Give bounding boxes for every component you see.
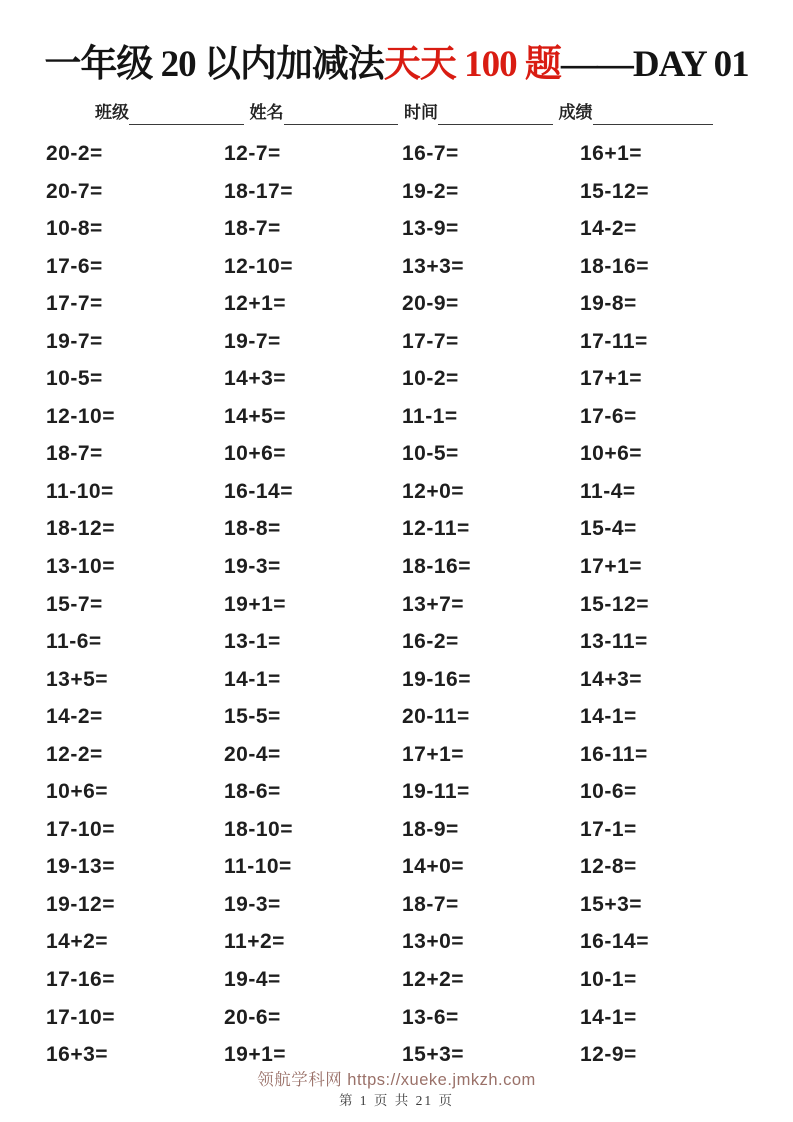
problem-cell: 19-8= [580,292,637,316]
time-field [404,101,559,125]
problem-cell: 20-11= [402,705,470,729]
problem-cell: 10-5= [46,367,103,391]
problem-cell: 17-7= [402,329,459,353]
problem-cell: 15-4= [580,517,637,541]
problem-cell: 11+2= [224,930,285,954]
problem-cell: 17+1= [580,367,643,391]
problem-cell: 19-4= [224,968,281,992]
problem-cell: 13+3= [402,254,465,278]
problem-cell: 12-2= [46,742,103,766]
problem-cell: 17-1= [580,817,637,841]
problem-cell: 17-10= [46,1005,115,1029]
problem-cell: 20-6= [224,1005,281,1029]
problem-cell: 11-6= [46,630,102,654]
problem-cell: 12-7= [224,142,281,165]
problem-cell: 17-16= [46,968,115,992]
problem-cell: 20-7= [46,179,103,203]
problem-cell: 16+1= [580,142,643,165]
problem-cell: 18-6= [224,780,281,804]
problem-cell: 15-12= [580,179,649,203]
problem-cell: 10-5= [402,442,459,466]
problem-cell: 16-7= [402,142,459,165]
problem-cell: 15-7= [46,592,103,616]
problem-cell: 18-7= [224,217,281,241]
problem-cell: 14-1= [224,667,281,691]
score-blank-line [593,101,714,125]
problem-cell: 18-7= [402,892,459,916]
problem-cell: 10+6= [224,442,287,466]
problem-cell: 14-2= [46,705,103,729]
name-label: 姓名 [249,103,284,122]
problem-cell: 10-6= [580,780,637,804]
problem-cell: 18-16= [402,555,471,579]
problem-cell: 14-2= [580,217,637,241]
page-number: 第 1 页 共 21 页 [338,1093,455,1108]
problem-cell: 17-6= [580,404,637,428]
problem-cell: 15+3= [402,1043,465,1067]
problem-cell: 17+1= [402,742,465,766]
name-blank-line [284,101,399,125]
problem-cell: 10-2= [402,367,459,391]
problem-cell: 13-11= [580,630,648,654]
problem-cell: 17-7= [46,292,103,316]
problems-grid [46,142,758,1081]
problem-cell: 11-1= [402,404,458,428]
problem-cell: 14-1= [580,1005,637,1029]
problem-cell: 18-12= [46,517,115,541]
title-right: ——DAY 01 [560,44,749,85]
class-blank-line [129,101,244,125]
problem-cell: 16-2= [402,630,459,654]
problem-cell: 14+2= [46,930,109,954]
problem-cell: 13-9= [402,217,459,241]
problem-cell: 14+5= [224,404,287,428]
problem-cell: 16-11= [580,742,648,766]
score-label: 成绩 [558,103,593,122]
problem-cell: 14+3= [224,367,287,391]
problem-cell: 11-4= [580,479,636,503]
problem-cell: 12-11= [402,517,470,541]
problem-cell: 19-13= [46,855,115,879]
problem-cell: 13+0= [402,930,465,954]
problem-cell: 12-10= [224,254,293,278]
problem-cell: 18-17= [224,179,293,203]
time-blank-line [438,101,553,125]
problem-cell: 20-2= [46,142,103,165]
problem-cell: 19-7= [224,329,281,353]
problem-cell: 10-8= [46,217,103,241]
problem-cell: 20-4= [224,742,281,766]
problem-cell: 13+5= [46,667,109,691]
class-label: 班级 [95,103,129,122]
problem-cell: 15+3= [580,892,643,916]
problem-cell: 12-10= [46,404,115,428]
problem-cell: 14+0= [402,855,465,879]
problem-cell: 18-8= [224,517,281,541]
problem-cell: 16-14= [580,930,649,954]
problem-cell: 12-8= [580,855,637,879]
problem-cell: 14-1= [580,705,637,729]
problem-cell: 14+3= [580,667,643,691]
problem-cell: 12+0= [402,479,465,503]
name-field [250,101,405,125]
problem-cell: 13-1= [224,630,281,654]
problem-cell: 10+6= [46,780,109,804]
problem-cell: 16-14= [224,479,293,503]
problem-cell: 19-2= [402,179,459,203]
problem-cell: 17+1= [580,555,643,579]
problem-cell: 12-9= [580,1043,637,1067]
problem-cell: 11-10= [46,479,114,503]
page-title [0,44,793,87]
watermark-text: 领航学科网 https://xueke.jmkzh.com [257,1071,536,1089]
problem-cell: 13-6= [402,1005,459,1029]
problem-cell: 17-10= [46,817,115,841]
problem-cell: 18-10= [224,817,293,841]
problem-cell: 15-5= [224,705,281,729]
problem-cell: 15-12= [580,592,649,616]
problem-cell: 19+1= [224,1043,287,1067]
problem-cell: 19+1= [224,592,287,616]
problem-cell: 17-6= [46,254,103,278]
score-field [559,101,714,125]
problem-cell: 19-12= [46,892,115,916]
problem-cell: 19-7= [46,329,103,353]
problem-cell: 16+3= [46,1043,109,1067]
problem-cell: 13-10= [46,555,115,579]
title-left: 一年级 20 以内加减法 [44,44,384,85]
problem-cell: 17-11= [580,329,648,353]
problem-cell: 19-11= [402,780,470,804]
problem-cell: 19-16= [402,667,471,691]
time-label: 时间 [404,103,438,122]
title-highlight: 天天 100 题 [383,44,561,85]
problem-cell: 18-16= [580,254,649,278]
problem-cell: 18-9= [402,817,459,841]
student-info-row [95,101,713,125]
problem-cell: 12+1= [224,292,287,316]
problem-cell: 18-7= [46,442,103,466]
problem-cell: 19-3= [224,555,281,579]
problem-cell: 10+6= [580,442,643,466]
problem-cell: 10-1= [580,968,637,992]
problem-cell: 12+2= [402,968,465,992]
class-field [95,101,250,125]
problem-cell: 20-9= [402,292,459,316]
problem-cell: 13+7= [402,592,465,616]
problem-cell: 19-3= [224,892,281,916]
problem-cell: 11-10= [224,855,292,879]
